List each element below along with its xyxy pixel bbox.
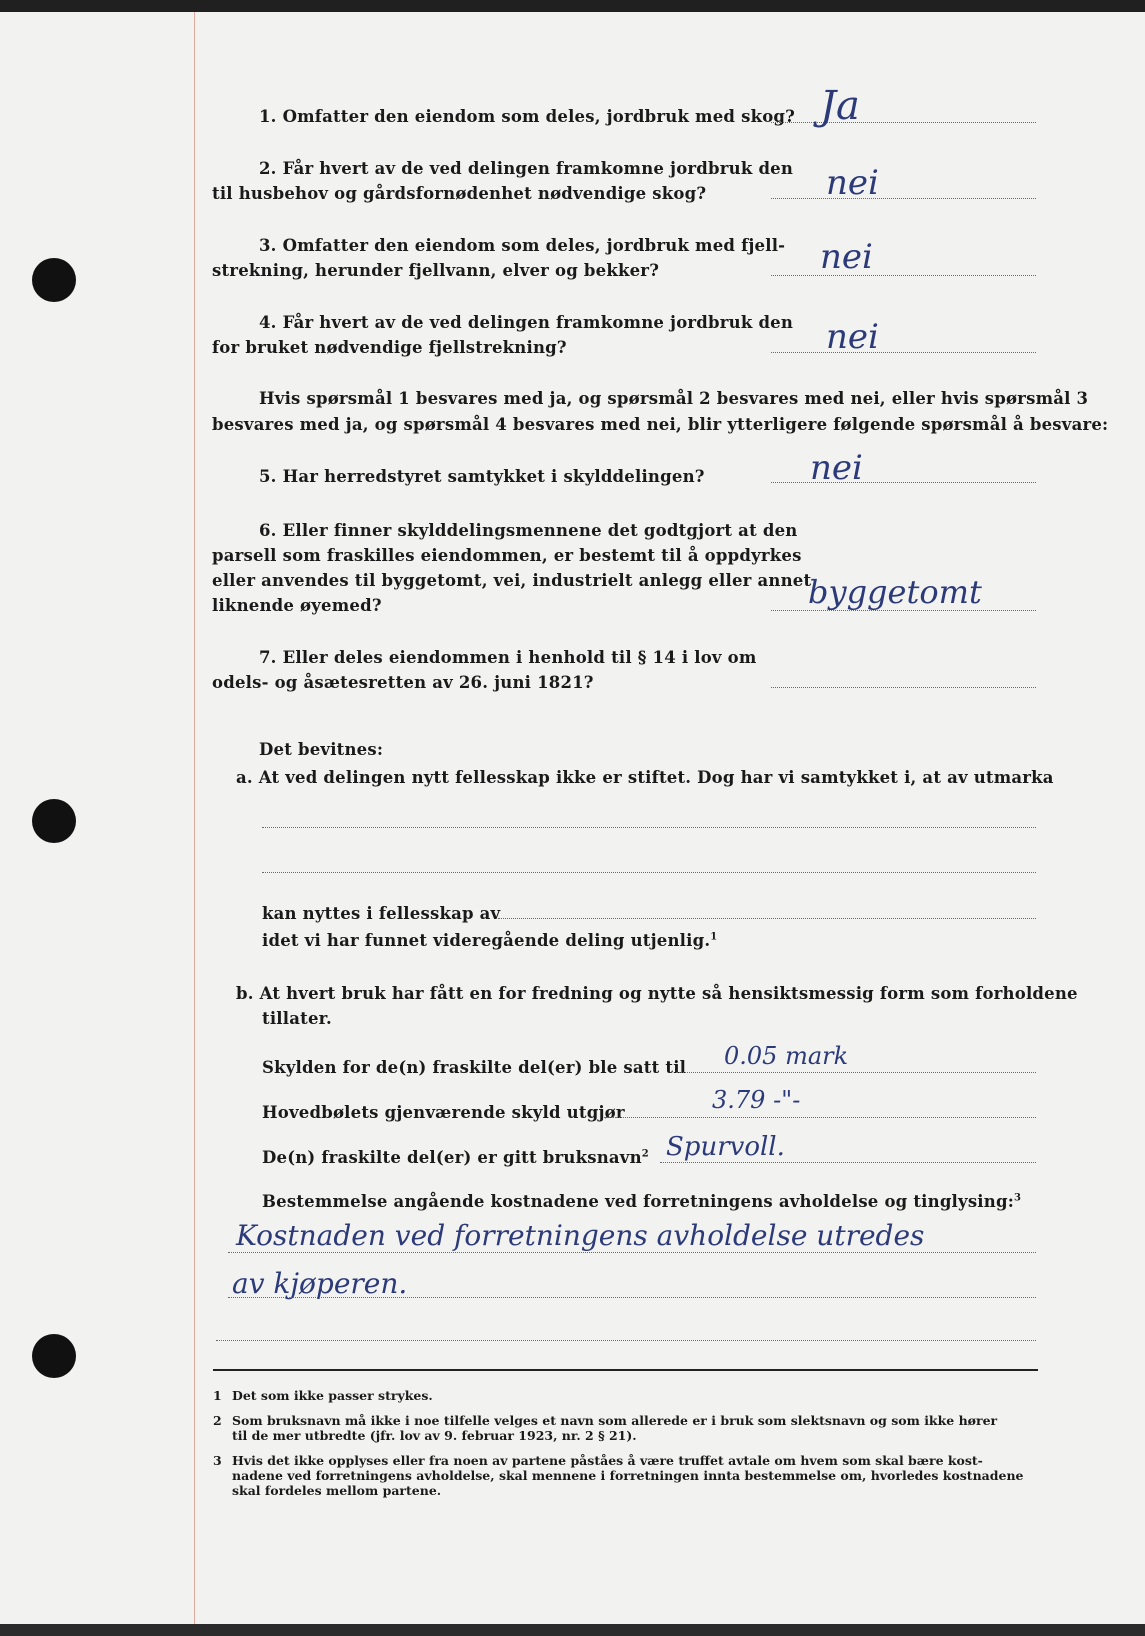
answer-1[interactable]: Ja — [820, 83, 860, 129]
margin-line — [194, 12, 195, 1624]
footnote-3-line-1: Hvis det ikke opplyses eller fra noen av partene påståes å være truffet avtale om hvem som skal bære kost- — [232, 1453, 983, 1468]
punch-hole-icon — [32, 258, 76, 302]
question-7-line-2: odels- og åsætesretten av 26. juni 1821? — [212, 673, 594, 692]
hoved-value[interactable]: 3.79 -"- — [712, 1086, 801, 1114]
attest-a-line: a. At ved delingen nytt fellesskap ikke er stiftet. Dog har vi samtykket i, at av utmarka — [236, 768, 1054, 787]
answer-6[interactable]: byggetomt — [808, 573, 982, 611]
skyld-line — [676, 1072, 1036, 1073]
question-2-line-2: til husbehov og gårdsfornødenhet nødvendige skog? — [212, 184, 707, 203]
condition-line-1: Hvis spørsmål 1 besvares med ja, og spørsmål 2 besvares med nei, eller hvis spørsmål 3 — [259, 389, 1089, 408]
kostnad-line-2[interactable]: av kjøperen. — [232, 1267, 408, 1300]
punch-hole-icon — [32, 799, 76, 843]
footnote-2-line-1: Som bruksnavn må ikke i noe tilfelle velges et navn som allerede er i bruk som slektsnavn og som ikke hører — [232, 1413, 998, 1428]
bruksnavn-text: De(n) fraskilte del(er) er gitt bruksnavn — [262, 1148, 642, 1167]
answer-line — [771, 352, 1036, 353]
footnote-ref: 1 — [710, 931, 718, 943]
footnote-ref: 3 — [1014, 1192, 1022, 1204]
bruksnavn-value[interactable]: Spurvoll. — [666, 1132, 785, 1162]
kan-nyttes-label: kan nyttes i fellesskap av — [262, 904, 501, 923]
scan-bottom-edge — [0, 1624, 1145, 1636]
footnote-3-number: 3 — [213, 1453, 222, 1468]
kostnad-line — [216, 1340, 1036, 1341]
question-4-line-2: for bruket nødvendige fjellstrekning? — [212, 338, 567, 357]
attest-b-line-1: b. At hvert bruk har fått en for fredning og nytte så hensiktsmessig form som forholdene — [236, 984, 1078, 1003]
kostnad-line-1[interactable]: Kostnaden ved forretningens avholdelse utredes — [236, 1219, 925, 1252]
skyld-value[interactable]: 0.05 mark — [724, 1042, 849, 1070]
hoved-label: Hovedbølets gjenværende skyld utgjør — [262, 1103, 625, 1122]
answer-line — [771, 275, 1036, 276]
answer-line — [771, 122, 1036, 123]
question-6-line-1: 6. Eller finner skylddelingsmennene det godtgjort at den — [259, 521, 798, 540]
idet-text: idet vi har funnet videregående deling utjenlig. — [262, 931, 711, 950]
attest-b-line-2: tillater. — [262, 1009, 332, 1028]
fellesskap-line — [498, 918, 1036, 919]
question-6-line-2: parsell som fraskilles eiendommen, er bestemt til å oppdyrkes — [212, 546, 802, 565]
answer-2[interactable]: nei — [826, 163, 879, 203]
question-5: 5. Har herredstyret samtykket i skylddelingen? — [259, 467, 705, 486]
bestemmelse-label — [262, 1192, 1021, 1212]
utmark-line — [262, 827, 1036, 828]
footnote-3-line-3: skal fordeles mellom partene. — [232, 1483, 442, 1498]
question-7-line-1: 7. Eller deles eiendommen i henhold til § 14 i lov om — [259, 648, 757, 667]
kostnad-line — [228, 1297, 1036, 1298]
question-1: 1. Omfatter den eiendom som deles, jordbruk med skog? — [259, 107, 796, 126]
question-4-line-1: 4. Får hvert av de ved delingen framkomne jordbruk den — [259, 313, 794, 332]
footnote-2-line-2: til de mer utbredte (jfr. lov av 9. februar 1923, nr. 2 § 21). — [232, 1428, 637, 1443]
footnote-rule — [213, 1369, 1038, 1371]
answer-line — [771, 198, 1036, 199]
question-3-line-2: strekning, herunder fjellvann, elver og bekker? — [212, 261, 660, 280]
footnote-3-line-2: nadene ved forretningens avholdelse, skal mennene i forretningen innta bestemmelse om, hvorledes kostnadene — [232, 1468, 1024, 1483]
footnote-ref: 2 — [641, 1148, 649, 1160]
scan-top-edge — [0, 0, 1145, 12]
answer-3[interactable]: nei — [820, 237, 873, 277]
footnote-2-number: 2 — [213, 1413, 222, 1428]
hoved-line — [604, 1117, 1036, 1118]
bruksnavn-label — [262, 1148, 649, 1168]
kostnad-line — [228, 1252, 1036, 1253]
footnote-1: Det som ikke passer strykes. — [232, 1388, 433, 1403]
answer-4[interactable]: nei — [826, 317, 879, 357]
skyld-label: Skylden for de(n) fraskilte del(er) ble satt til — [262, 1058, 687, 1077]
bruksnavn-line — [660, 1162, 1036, 1163]
question-3-line-1: 3. Omfatter den eiendom som deles, jordbruk med fjell- — [259, 236, 786, 255]
question-6-line-4: liknende øyemed? — [212, 596, 382, 615]
attest-heading: Det bevitnes: — [259, 740, 384, 759]
idet-label — [262, 931, 717, 951]
bestemmelse-text: Bestemmelse angående kostnadene ved forretningens avholdelse og tinglysing: — [262, 1192, 1014, 1211]
question-6-line-3: eller anvendes til byggetomt, vei, industrielt anlegg eller annet — [212, 571, 812, 590]
condition-line-2: besvares med ja, og spørsmål 4 besvares med nei, blir ytterligere følgende spørsmål å besvare: — [212, 415, 1109, 434]
answer-5[interactable]: nei — [810, 448, 863, 488]
utmark-line — [262, 872, 1036, 873]
punch-hole-icon — [32, 1334, 76, 1378]
footnote-1-number: 1 — [213, 1388, 222, 1403]
question-2-line-1: 2. Får hvert av de ved delingen framkomne jordbruk den — [259, 159, 794, 178]
answer-line — [771, 687, 1036, 688]
